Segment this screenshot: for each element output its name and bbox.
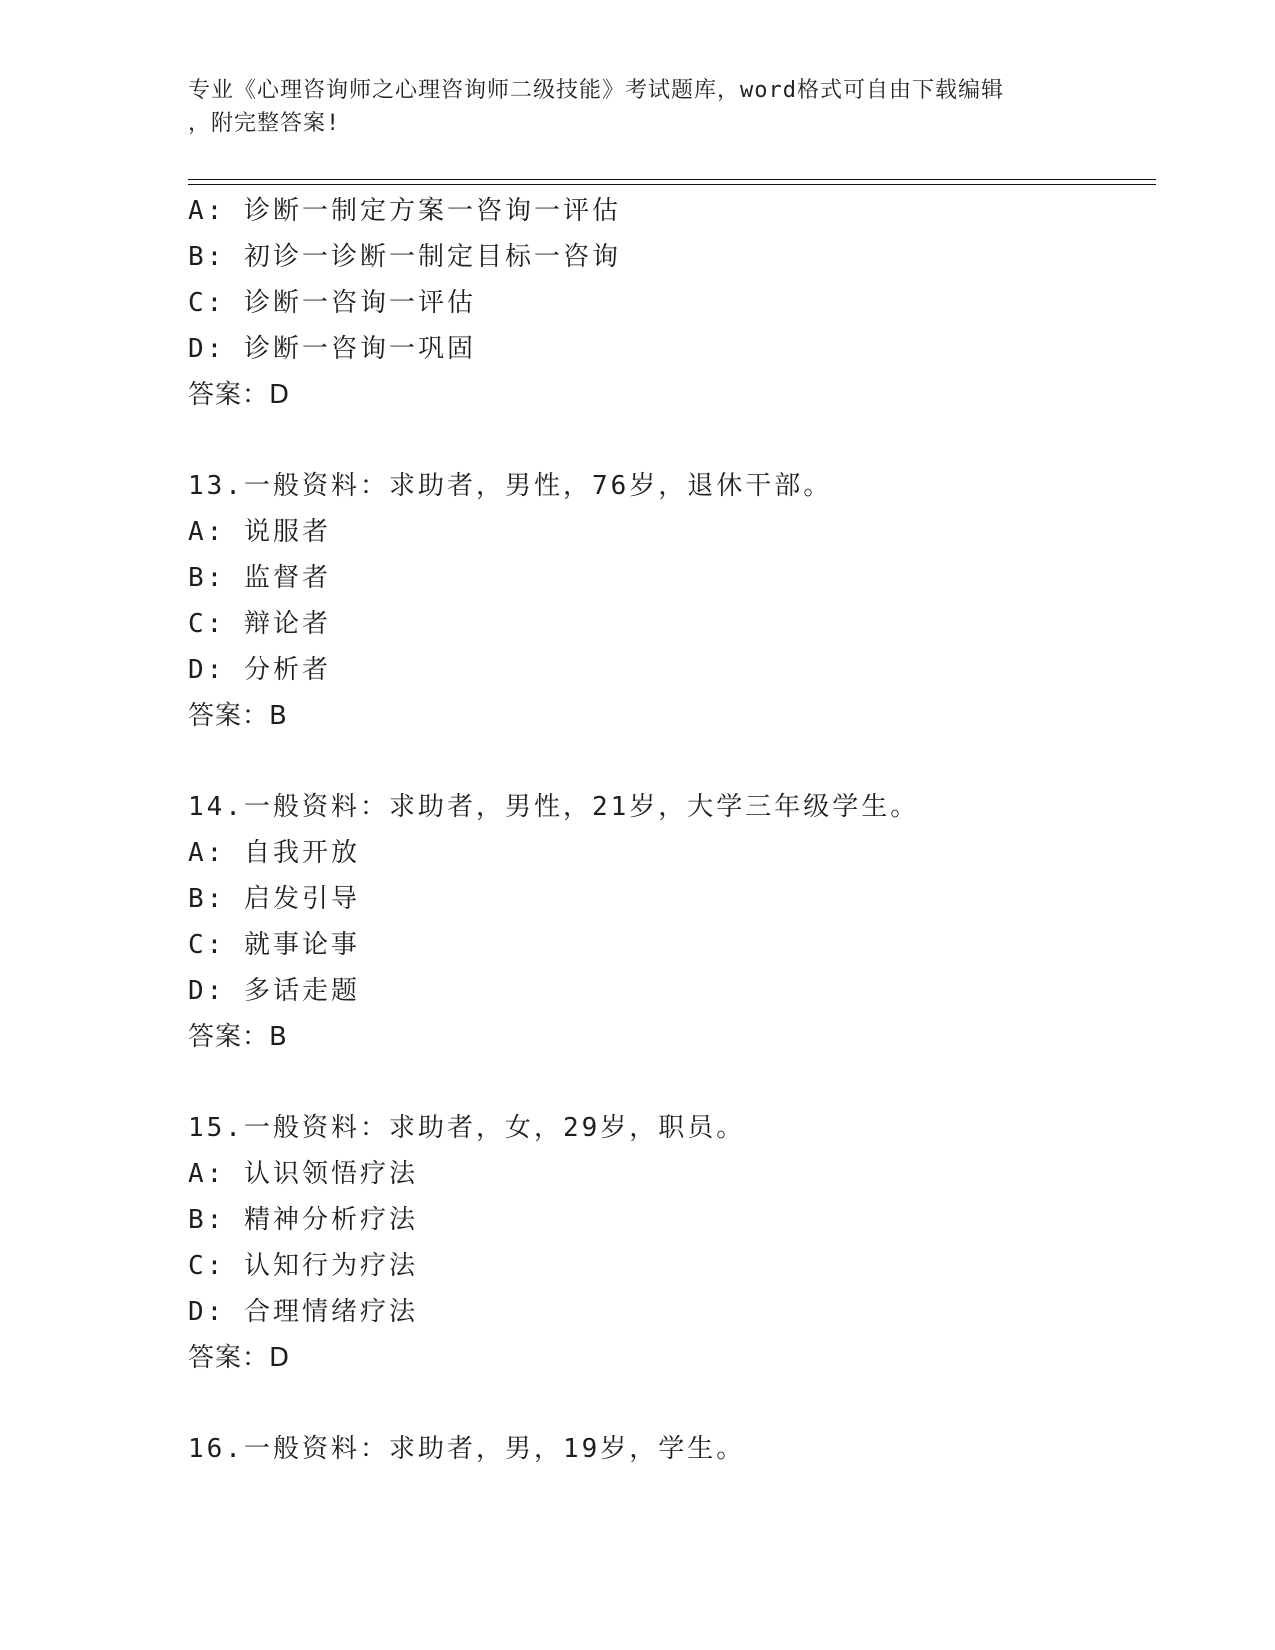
question-block-16 bbox=[188, 1426, 1156, 1472]
spacer bbox=[188, 1060, 1156, 1105]
option-a: A: 说服者 bbox=[188, 517, 331, 547]
option-c: C: 诊断一咨询一评估 bbox=[188, 288, 476, 318]
question-block-13 bbox=[188, 463, 1156, 739]
option-d: D: 多话走题 bbox=[188, 976, 360, 1006]
option-b: B: 初诊一诊断一制定目标一咨询 bbox=[188, 242, 621, 272]
option-b: B: 精神分析疗法 bbox=[188, 1205, 418, 1235]
question-stem: 16.一般资料：求助者，男，19岁，学生。 bbox=[188, 1434, 746, 1464]
spacer bbox=[188, 739, 1156, 784]
option-a: A: 自我开放 bbox=[188, 838, 360, 868]
header-line-1: 专业《心理咨询师之心理咨询师二级技能》考试题库，word格式可自由下载编辑 bbox=[188, 78, 1004, 103]
question-stem: 14.一般资料：求助者，男性，21岁，大学三年级学生。 bbox=[188, 792, 920, 822]
question-block-15 bbox=[188, 1105, 1156, 1381]
document-header bbox=[188, 74, 1088, 140]
question-block-14 bbox=[188, 784, 1156, 1060]
answer-line: 答案：B bbox=[188, 1022, 288, 1052]
option-d: D: 诊断一咨询一巩固 bbox=[188, 334, 476, 364]
option-d: D: 合理情绪疗法 bbox=[188, 1297, 418, 1327]
question-stem: 15.一般资料：求助者，女，29岁，职员。 bbox=[188, 1113, 746, 1143]
option-c: C: 就事论事 bbox=[188, 930, 360, 960]
option-b: B: 启发引导 bbox=[188, 884, 360, 914]
header-divider-bottom bbox=[188, 184, 1156, 185]
option-a: A: 诊断一制定方案一咨询一评估 bbox=[188, 196, 621, 226]
question-block-12 bbox=[188, 188, 1156, 418]
header-line-2: ，附完整答案! bbox=[188, 111, 341, 136]
option-a: A: 认识领悟疗法 bbox=[188, 1159, 418, 1189]
option-d: D: 分析者 bbox=[188, 655, 331, 685]
spacer bbox=[188, 418, 1156, 463]
answer-line: 答案：B bbox=[188, 701, 288, 731]
answer-line: 答案：D bbox=[188, 1343, 291, 1373]
spacer bbox=[188, 1381, 1156, 1426]
option-b: B: 监督者 bbox=[188, 563, 331, 593]
option-c: C: 认知行为疗法 bbox=[188, 1251, 418, 1281]
option-c: C: 辩论者 bbox=[188, 609, 331, 639]
header-divider-top bbox=[188, 179, 1156, 180]
answer-line: 答案：D bbox=[188, 380, 291, 410]
question-list bbox=[188, 188, 1156, 1472]
question-stem: 13.一般资料：求助者，男性，76岁，退休干部。 bbox=[188, 471, 833, 501]
